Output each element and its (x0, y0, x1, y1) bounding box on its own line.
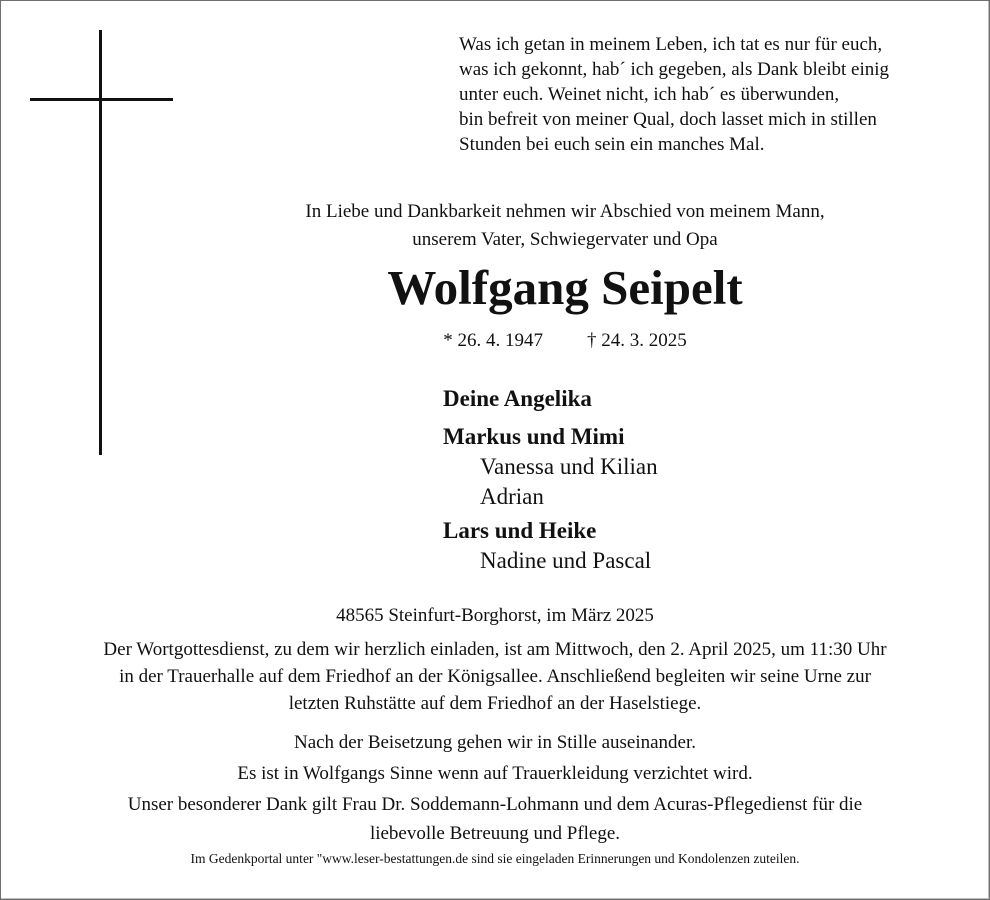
service-line: in der Trauerhalle auf dem Friedhof an der Königsallee. Anschließend begleiten wir seine Urne zur (119, 666, 871, 687)
poem-line: bin befreit von meiner Qual, doch lasset mich in stillen (459, 109, 877, 130)
service-line: Der Wortgottesdienst, zu dem wir herzlich einladen, ist am Mittwoch, den 2. April 2025, um 11:30 Uhr (103, 639, 887, 660)
funeral-notes (20, 727, 970, 789)
family-signatures (443, 384, 963, 576)
death-date: † 24. 3. 2025 (587, 330, 687, 351)
cross-horizontal-bar (30, 98, 173, 101)
family-group-head: Lars und Heike (443, 518, 597, 543)
deceased-name: Wolfgang Seipelt (387, 260, 743, 315)
memorial-portal-note: Im Gedenkportal unter "www.leser-bestattungen.de sind sie eingeladen Erinnerungen und Kondolenzen zuteilen. (190, 851, 800, 866)
service-details (20, 636, 970, 717)
intro-line: In Liebe und Dankbarkeit nehmen wir Abschied von meinem Mann, (305, 201, 825, 222)
note-line: Nach der Beisetzung gehen wir in Stille auseinander. (293, 732, 697, 753)
grandchild-name: Adrian (480, 484, 544, 509)
wife-name: Deine Angelika (443, 386, 592, 411)
note-line: Es ist in Wolfgangs Sinne wenn auf Trauerkleidung verzichtet wird. (237, 763, 753, 784)
poem-line: Was ich getan in meinem Leben, ich tat es nur für euch, (459, 34, 883, 55)
birth-date: * 26. 4. 1947 (443, 330, 543, 351)
grandchildren-names: Vanessa und Kilian (480, 454, 658, 479)
grandchildren-names: Nadine und Pascal (480, 548, 652, 573)
intro-line: unserem Vater, Schwiegervater und Opa (412, 229, 718, 250)
thanks-line: Unser besonderer Dank gilt Frau Dr. Soddemann-Lohmann und dem Acuras-Pflegedienst für die (127, 794, 863, 815)
cross-vertical-bar (99, 30, 102, 455)
place-and-date: 48565 Steinfurt-Borghorst, im März 2025 (336, 605, 654, 626)
poem-line: was ich gekonnt, hab´ ich gegeben, als Dank bleibt einig (459, 59, 890, 80)
farewell-intro (150, 198, 980, 254)
service-line: letzten Ruhstätte auf dem Friedhof an der Haselstiege. (288, 693, 702, 714)
thanks-note (20, 790, 970, 848)
poem-line: Stunden bei euch sein ein manches Mal. (459, 134, 765, 155)
life-dates (150, 328, 980, 354)
poem-line: unter euch. Weinet nicht, ich hab´ es überwunden, (459, 84, 840, 105)
poem (459, 32, 969, 157)
family-group-head: Markus und Mimi (443, 424, 625, 449)
thanks-line: liebevolle Betreuung und Pflege. (369, 823, 621, 844)
